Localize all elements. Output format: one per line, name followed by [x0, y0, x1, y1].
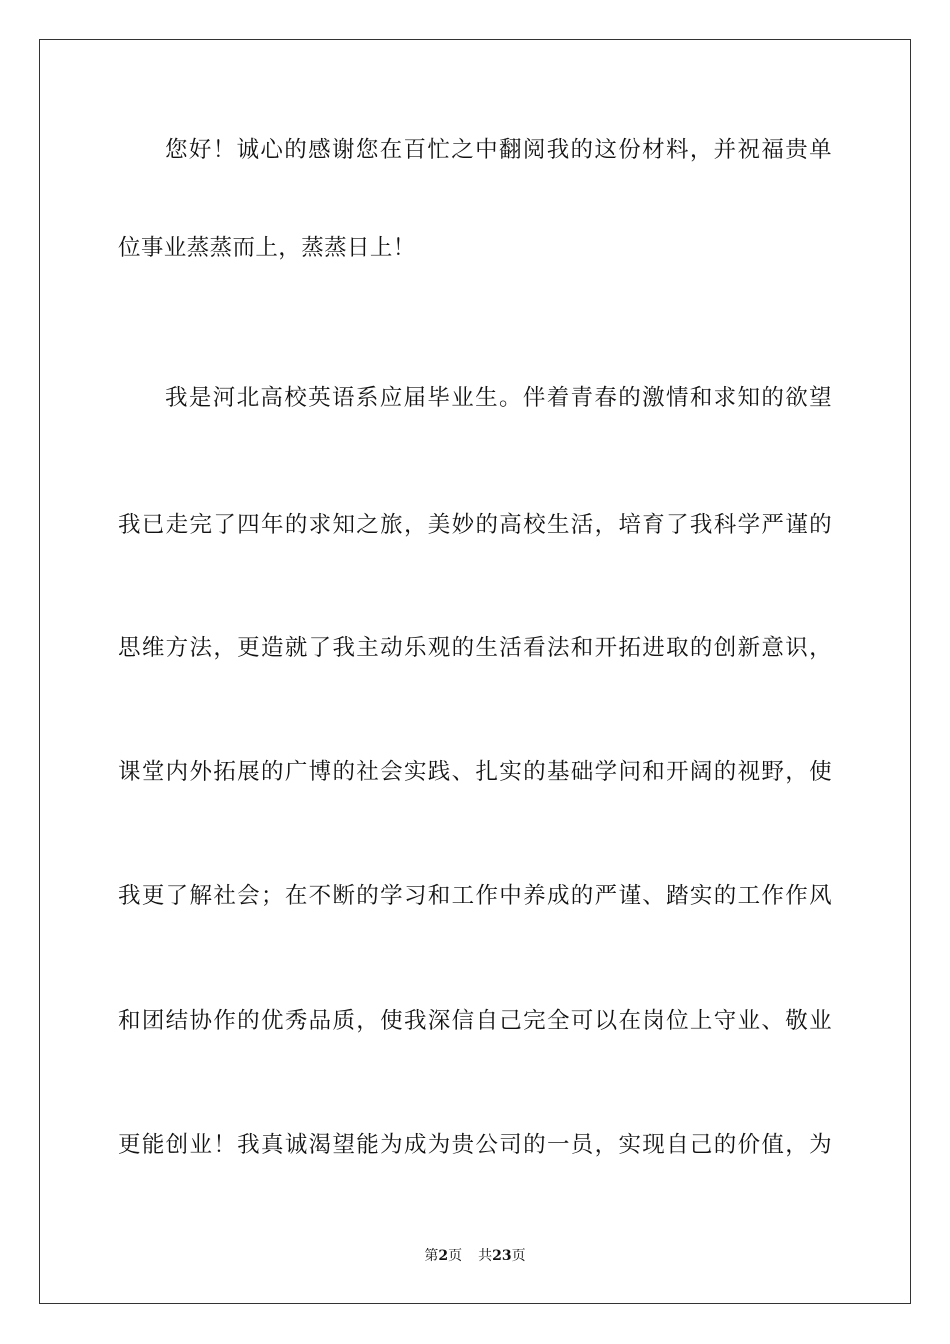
page-prefix: 第 — [424, 1248, 439, 1264]
page-footer — [0, 1247, 950, 1265]
total-page-count: 23 — [492, 1248, 512, 1264]
paragraph-2-line-4: 课堂内外拓展的广博的社会实践、扎实的基础学问和开阔的视野，使 — [118, 759, 832, 785]
paragraph-2-line-5: 我更了解社会；在不断的学习和工作中养成的严谨、踏实的工作作风 — [118, 883, 832, 909]
paragraph-2-line-6: 和团结协作的优秀品质，使我深信自己完全可以在岗位上守业、敬业 — [118, 1008, 832, 1034]
paragraph-2-line-3: 思维方法，更造就了我主动乐观的生活看法和开拓进取的创新意识， — [118, 635, 832, 661]
total-suffix: 页 — [511, 1248, 526, 1264]
page-suffix: 页 — [448, 1248, 463, 1264]
paragraph-2-line-7: 更能创业！我真诚渴望能为成为贵公司的一员，实现自己的价值，为 — [118, 1132, 832, 1158]
current-page-number: 2 — [438, 1248, 449, 1264]
paragraph-2-line-1: 我是河北高校英语系应届毕业生。伴着青春的激情和求知的欲望 — [165, 385, 832, 411]
page-border — [39, 39, 911, 1304]
paragraph-1-line-1: 您好！诚心的感谢您在百忙之中翻阅我的这份材料，并祝福贵单 — [165, 137, 832, 163]
paragraph-1-line-2: 位事业蒸蒸而上，蒸蒸日上！ — [118, 235, 416, 261]
total-prefix: 共 — [478, 1248, 493, 1264]
paragraph-2-line-2: 我已走完了四年的求知之旅，美妙的高校生活，培育了我科学严谨的 — [118, 512, 832, 538]
